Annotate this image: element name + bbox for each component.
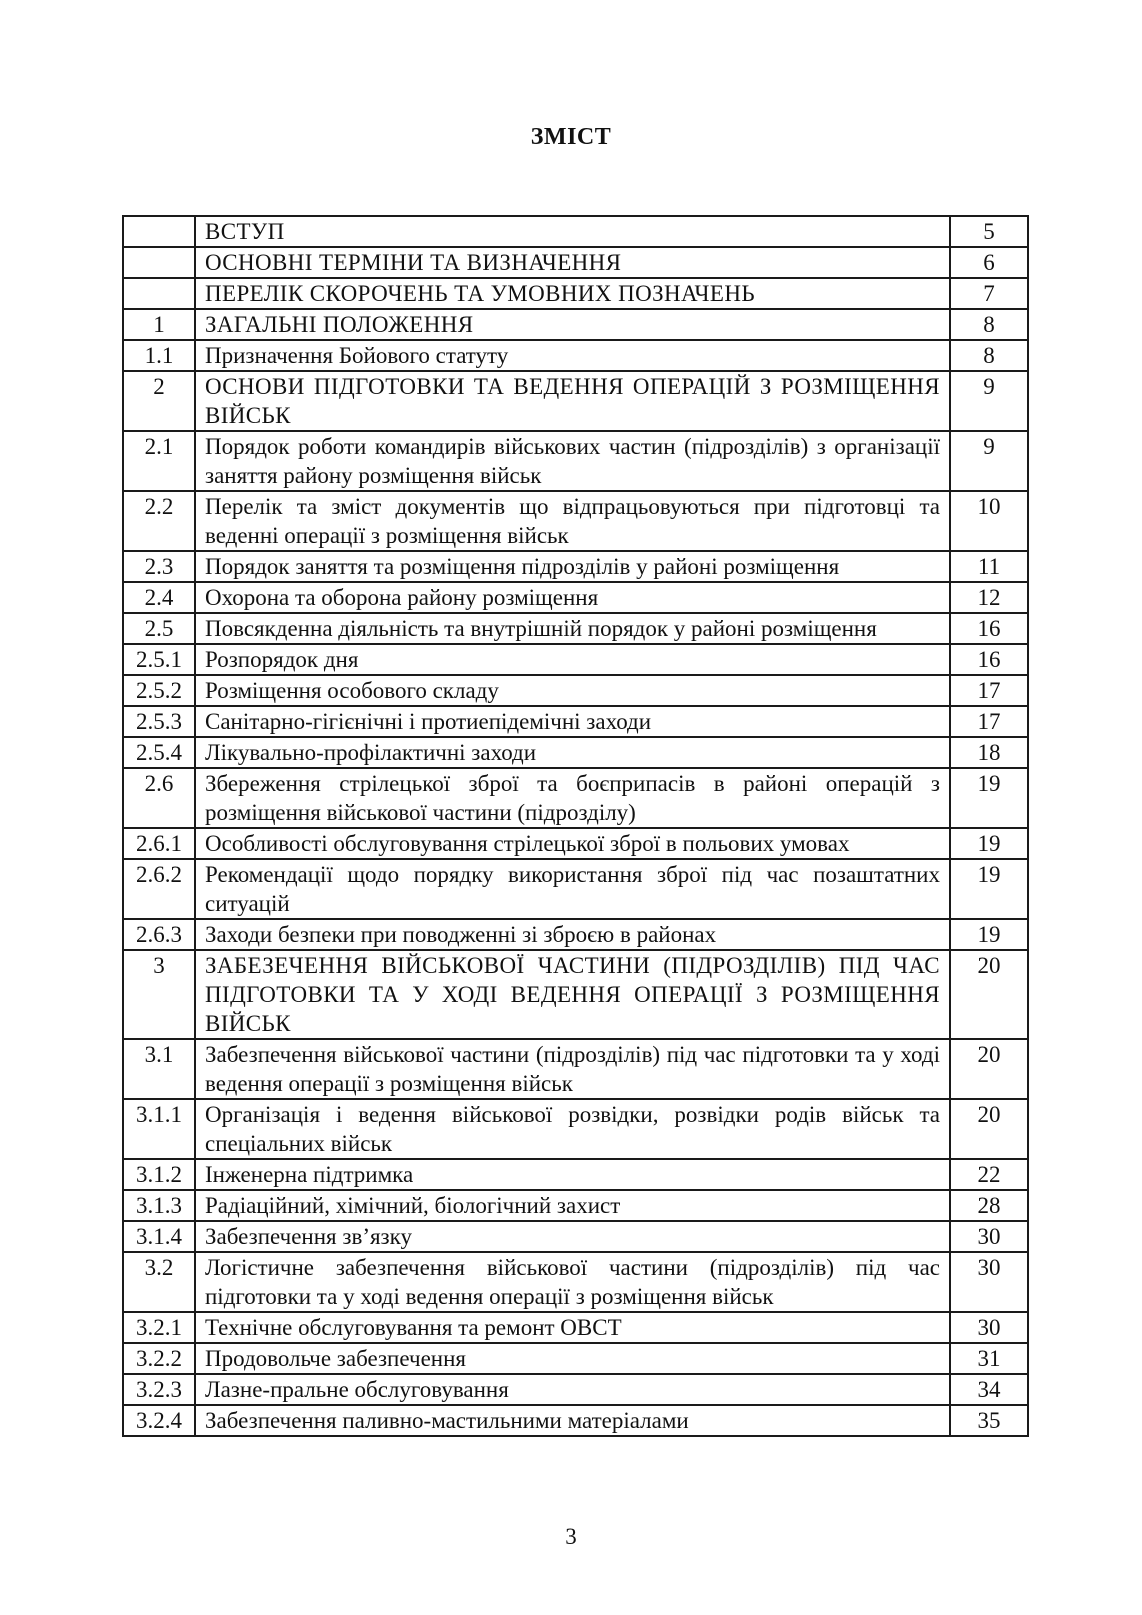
toc-row: [123, 1221, 1028, 1252]
toc-row: [123, 551, 1028, 582]
toc-section-number: [123, 278, 195, 309]
page-number: 3: [565, 1524, 577, 1549]
toc-row: [123, 278, 1028, 309]
toc-page-number: 19: [950, 828, 1028, 859]
toc-page-number: 12: [950, 582, 1028, 613]
toc-section-number: 2.4: [123, 582, 195, 613]
toc-section-title: ЗАГАЛЬНІ ПОЛОЖЕННЯ: [195, 309, 950, 340]
toc-row: [123, 1312, 1028, 1343]
toc-section-number: 2.5.3: [123, 706, 195, 737]
toc-section-number: 2.1: [123, 431, 195, 491]
toc-section-title: Забезпечення військової частини (підрозділів) під час підготовки та у ході ведення операції з розміщення військ: [195, 1039, 950, 1099]
toc-section-number: [123, 247, 195, 278]
toc-section-number: 2: [123, 371, 195, 431]
toc-section-title: Перелік та зміст документів що відпрацьовуються при підготовці та веденні операції з розміщення військ: [195, 491, 950, 551]
toc-section-title: Збереження стрілецької зброї та боєприпасів в районі операцій з розміщення військової частини (підрозділу): [195, 768, 950, 828]
toc-page-number: 18: [950, 737, 1028, 768]
toc-section-title: ПЕРЕЛІК СКОРОЧЕНЬ ТА УМОВНИХ ПОЗНАЧЕНЬ: [195, 278, 950, 309]
toc-row: [123, 1374, 1028, 1405]
toc-page-number: 19: [950, 919, 1028, 950]
toc-section-number: 2.6: [123, 768, 195, 828]
toc-section-number: 3.1.3: [123, 1190, 195, 1221]
toc-section-title: Технічне обслуговування та ремонт ОВСТ: [195, 1312, 950, 1343]
toc-section-title: Лазне-пральне обслуговування: [195, 1374, 950, 1405]
toc-section-title: ВСТУП: [195, 216, 950, 247]
toc-page-number: 17: [950, 675, 1028, 706]
toc-section-title: Особливості обслуговування стрілецької зброї в польових умовах: [195, 828, 950, 859]
toc-page-number: 17: [950, 706, 1028, 737]
toc-section-number: 2.5.1: [123, 644, 195, 675]
toc-section-title: Санітарно-гігієнічні і протиепідемічні заходи: [195, 706, 950, 737]
toc-section-number: 2.3: [123, 551, 195, 582]
toc-row: [123, 737, 1028, 768]
toc-table: [122, 215, 1029, 1437]
toc-page-number: 8: [950, 340, 1028, 371]
toc-section-title: Порядок заняття та розміщення підрозділів у районі розміщення: [195, 551, 950, 582]
toc-section-title: Інженерна підтримка: [195, 1159, 950, 1190]
toc-section-number: 2.6.2: [123, 859, 195, 919]
toc-section-number: 3.1.4: [123, 1221, 195, 1252]
toc-section-title: Призначення Бойового статуту: [195, 340, 950, 371]
toc-page-number: 30: [950, 1312, 1028, 1343]
toc-section-title: Рекомендації щодо порядку використання зброї під час позаштатних ситуацій: [195, 859, 950, 919]
toc-row: [123, 1039, 1028, 1099]
toc-section-number: 2.5.2: [123, 675, 195, 706]
toc-section-number: 2.5: [123, 613, 195, 644]
toc-section-title: Забезпечення паливно-мастильними матеріалами: [195, 1405, 950, 1436]
toc-section-number: 3.1.1: [123, 1099, 195, 1159]
toc-row: [123, 431, 1028, 491]
toc-page-number: 6: [950, 247, 1028, 278]
toc-page-number: 20: [950, 950, 1028, 1039]
toc-page-number: 7: [950, 278, 1028, 309]
toc-section-title: ЗАБЕЗЕЧЕННЯ ВІЙСЬКОВОЇ ЧАСТИНИ (ПІДРОЗДІЛІВ) ПІД ЧАС ПІДГОТОВКИ ТА У ХОДІ ВЕДЕННЯ ОПЕРАЦІЇ З РОЗМІЩЕННЯ ВІЙСЬК: [195, 950, 950, 1039]
toc-section-number: 2.6.3: [123, 919, 195, 950]
page-title: ЗМІСТ: [530, 124, 612, 150]
toc-row: [123, 675, 1028, 706]
toc-section-number: 3.2.3: [123, 1374, 195, 1405]
toc-section-title: Забезпечення зв’язку: [195, 1221, 950, 1252]
toc-section-number: 3.2: [123, 1252, 195, 1312]
toc-row: [123, 613, 1028, 644]
toc-section-title: ОСНОВИ ПІДГОТОВКИ ТА ВЕДЕННЯ ОПЕРАЦІЙ З РОЗМІЩЕННЯ ВІЙСЬК: [195, 371, 950, 431]
toc-section-number: 1: [123, 309, 195, 340]
toc-row: [123, 1099, 1028, 1159]
toc-page-number: 20: [950, 1039, 1028, 1099]
toc-row: [123, 919, 1028, 950]
toc-row: [123, 371, 1028, 431]
toc-row: [123, 582, 1028, 613]
toc-page-number: 11: [950, 551, 1028, 582]
toc-section-number: 3.2.2: [123, 1343, 195, 1374]
toc-section-title: Розміщення особового складу: [195, 675, 950, 706]
toc-page-number: 19: [950, 768, 1028, 828]
toc-page-number: 30: [950, 1252, 1028, 1312]
toc-section-number: [123, 216, 195, 247]
toc-section-title: Повсякденна діяльність та внутрішній порядок у районі розміщення: [195, 613, 950, 644]
toc-page-number: 9: [950, 431, 1028, 491]
toc-section-number: 2.2: [123, 491, 195, 551]
toc-page-number: 9: [950, 371, 1028, 431]
toc-row: [123, 247, 1028, 278]
toc-section-title: Порядок роботи командирів військових частин (підрозділів) з організації заняття району розміщення військ: [195, 431, 950, 491]
toc-page-number: 31: [950, 1343, 1028, 1374]
toc-section-number: 2.5.4: [123, 737, 195, 768]
toc-section-title: Продовольче забезпечення: [195, 1343, 950, 1374]
toc-section-number: 1.1: [123, 340, 195, 371]
toc-section-number: 3.2.4: [123, 1405, 195, 1436]
toc-page-number: 22: [950, 1159, 1028, 1190]
toc-section-title: Логістичне забезпечення військової частини (підрозділів) під час підготовки та у ході ведення операції з розміщення військ: [195, 1252, 950, 1312]
toc-page-number: 5: [950, 216, 1028, 247]
toc-row: [123, 859, 1028, 919]
toc-section-title: Охорона та оборона району розміщення: [195, 582, 950, 613]
toc-row: [123, 1252, 1028, 1312]
toc-row: [123, 491, 1028, 551]
toc-section-number: 2.6.1: [123, 828, 195, 859]
toc-section-number: 3.1: [123, 1039, 195, 1099]
toc-row: [123, 340, 1028, 371]
toc-row: [123, 1405, 1028, 1436]
toc-page-number: 10: [950, 491, 1028, 551]
toc-row: [123, 828, 1028, 859]
toc-page-number: 20: [950, 1099, 1028, 1159]
toc-row: [123, 644, 1028, 675]
toc-page-number: 19: [950, 859, 1028, 919]
toc-page-number: 28: [950, 1190, 1028, 1221]
toc-page-number: 8: [950, 309, 1028, 340]
toc-section-title: Організація і ведення військової розвідки, розвідки родів військ та спеціальних військ: [195, 1099, 950, 1159]
toc-row: [123, 309, 1028, 340]
toc-page-number: 16: [950, 613, 1028, 644]
toc-section-title: Лікувально-профілактичні заходи: [195, 737, 950, 768]
toc-page-number: 30: [950, 1221, 1028, 1252]
toc-body: [123, 216, 1028, 1436]
toc-section-title: Розпорядок дня: [195, 644, 950, 675]
toc-section-number: 3: [123, 950, 195, 1039]
toc-section-title: Заходи безпеки при поводженні зі зброєю в районах: [195, 919, 950, 950]
toc-page-number: 35: [950, 1405, 1028, 1436]
toc-row: [123, 768, 1028, 828]
toc-section-title: ОСНОВНІ ТЕРМІНИ ТА ВИЗНАЧЕННЯ: [195, 247, 950, 278]
toc-section-title: Радіаційний, хімічний, біологічний захист: [195, 1190, 950, 1221]
toc-page-number: 16: [950, 644, 1028, 675]
toc-section-number: 3.1.2: [123, 1159, 195, 1190]
toc-row: [123, 1190, 1028, 1221]
toc-row: [123, 950, 1028, 1039]
toc-row: [123, 216, 1028, 247]
toc-row: [123, 1343, 1028, 1374]
toc-page-number: 34: [950, 1374, 1028, 1405]
toc-section-number: 3.2.1: [123, 1312, 195, 1343]
toc-row: [123, 706, 1028, 737]
toc-row: [123, 1159, 1028, 1190]
